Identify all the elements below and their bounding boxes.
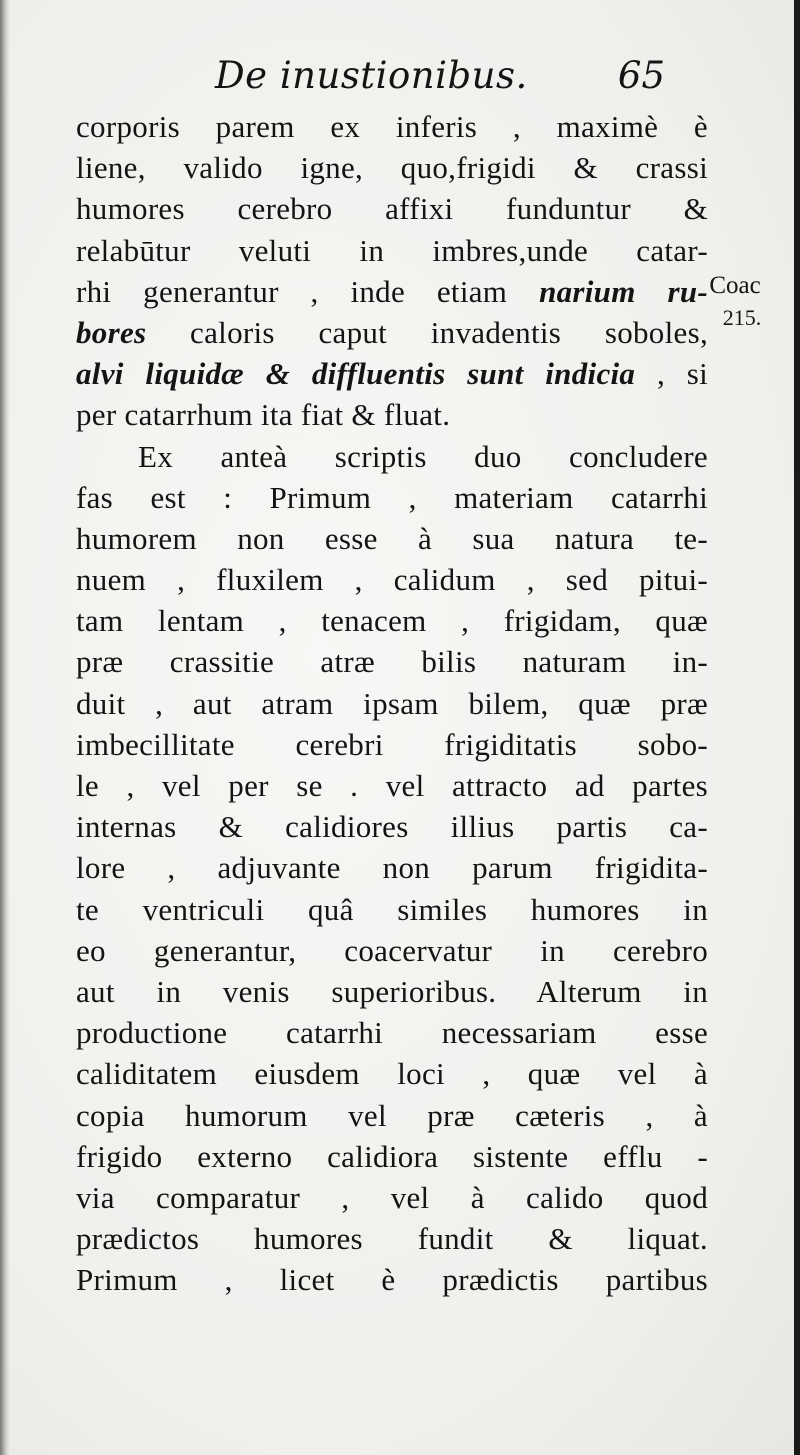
text-line <box>76 806 708 847</box>
text-line <box>76 559 708 600</box>
text-line <box>76 353 708 394</box>
text-line <box>76 518 708 559</box>
line-text: humores cerebro affixi funduntur & <box>76 191 708 227</box>
line-text: lore , adjuvante non parum frigidita- <box>76 850 708 886</box>
text-line <box>76 106 708 147</box>
italic-text: alvi liquidæ & diffluentis sunt indicia <box>76 356 636 392</box>
line-text: caloris caput invadentis soboles, <box>146 314 708 350</box>
text-line <box>76 765 708 806</box>
line-text: corporis parem ex inferis , maximè è <box>76 109 708 144</box>
text-line <box>76 1095 708 1136</box>
line-text: te ventriculi quâ similes humores in <box>76 891 708 927</box>
text-line <box>76 188 708 229</box>
text-line <box>76 847 708 888</box>
line-text: Ex anteà scriptis duo concludere <box>138 438 708 474</box>
line-text: eo generantur, coacervatur in cerebro <box>76 932 708 968</box>
text-line <box>76 1259 708 1300</box>
line-text: frigido externo calidiora sistente efflu - <box>76 1138 708 1174</box>
text-line <box>76 1177 708 1218</box>
running-title: De inustionibus. <box>215 54 528 97</box>
line-text: le , vel per se . vel attracto ad partes <box>76 768 708 803</box>
text-line <box>76 477 708 518</box>
line-text: internas & calidiores illius partis ca- <box>76 809 708 845</box>
text-line <box>76 147 708 188</box>
page-number: 65 <box>617 54 665 97</box>
body-text <box>76 106 708 1300</box>
line-text: per catarrhum ita fiat & fluat. <box>76 397 451 433</box>
text-line <box>76 1053 708 1094</box>
line-text: imbecillitate cerebri frigiditatis sobo- <box>76 726 708 762</box>
line-text: tam lentam , tenacem , frigidam, quæ <box>76 603 708 639</box>
text-line <box>76 641 708 682</box>
line-text: præ crassitie atræ bilis naturam in- <box>76 644 708 680</box>
line-text: , si <box>635 356 708 392</box>
line-text: copia humorum vel præ cæteris , à <box>76 1097 708 1133</box>
text-line <box>76 312 708 353</box>
text-line <box>76 1012 708 1053</box>
text-line <box>76 600 708 641</box>
page-header <box>215 48 665 102</box>
text-line <box>76 971 708 1012</box>
page-edge <box>794 0 800 1455</box>
text-line <box>76 724 708 765</box>
text-line <box>76 271 708 312</box>
text-line <box>76 683 708 724</box>
gutter-shadow <box>0 0 10 1455</box>
italic-text: bores <box>76 314 147 350</box>
line-text: via comparatur , vel à calido quod <box>76 1179 708 1215</box>
line-text: Primum , licet è prædictis partibus <box>76 1262 708 1298</box>
margin-note-number: 215. <box>722 305 762 330</box>
line-text: nuem , fluxilem , calidum , sed pitui- <box>76 562 708 598</box>
line-text: prædictos humores fundit & liquat. <box>76 1221 708 1257</box>
margin-note <box>690 270 780 334</box>
text-line <box>76 930 708 971</box>
line-text: rhi generantur , inde etiam <box>76 273 540 309</box>
line-text: relabūtur veluti in imbres,unde catar- <box>76 232 708 268</box>
margin-note-label: Coac <box>709 272 761 299</box>
line-text: duit , aut atram ipsam bilem, quæ præ <box>76 685 708 721</box>
text-line <box>76 1136 708 1177</box>
line-text: fas est : Primum , materiam catarrhi <box>76 479 708 515</box>
text-line <box>76 436 708 477</box>
line-text: productione catarrhi necessariam esse <box>76 1015 708 1051</box>
line-text: humorem non esse à sua natura te- <box>76 520 708 556</box>
line-text: aut in venis superioribus. Alterum in <box>76 973 708 1009</box>
text-line <box>76 889 708 930</box>
italic-text: narium ru- <box>539 273 708 309</box>
text-line <box>76 230 708 271</box>
line-text: caliditatem eiusdem loci , quæ vel à <box>76 1056 708 1092</box>
text-line <box>76 394 708 435</box>
text-line <box>76 1218 708 1259</box>
line-text: liene, valido igne, quo,frigidi & crassi <box>76 150 708 186</box>
